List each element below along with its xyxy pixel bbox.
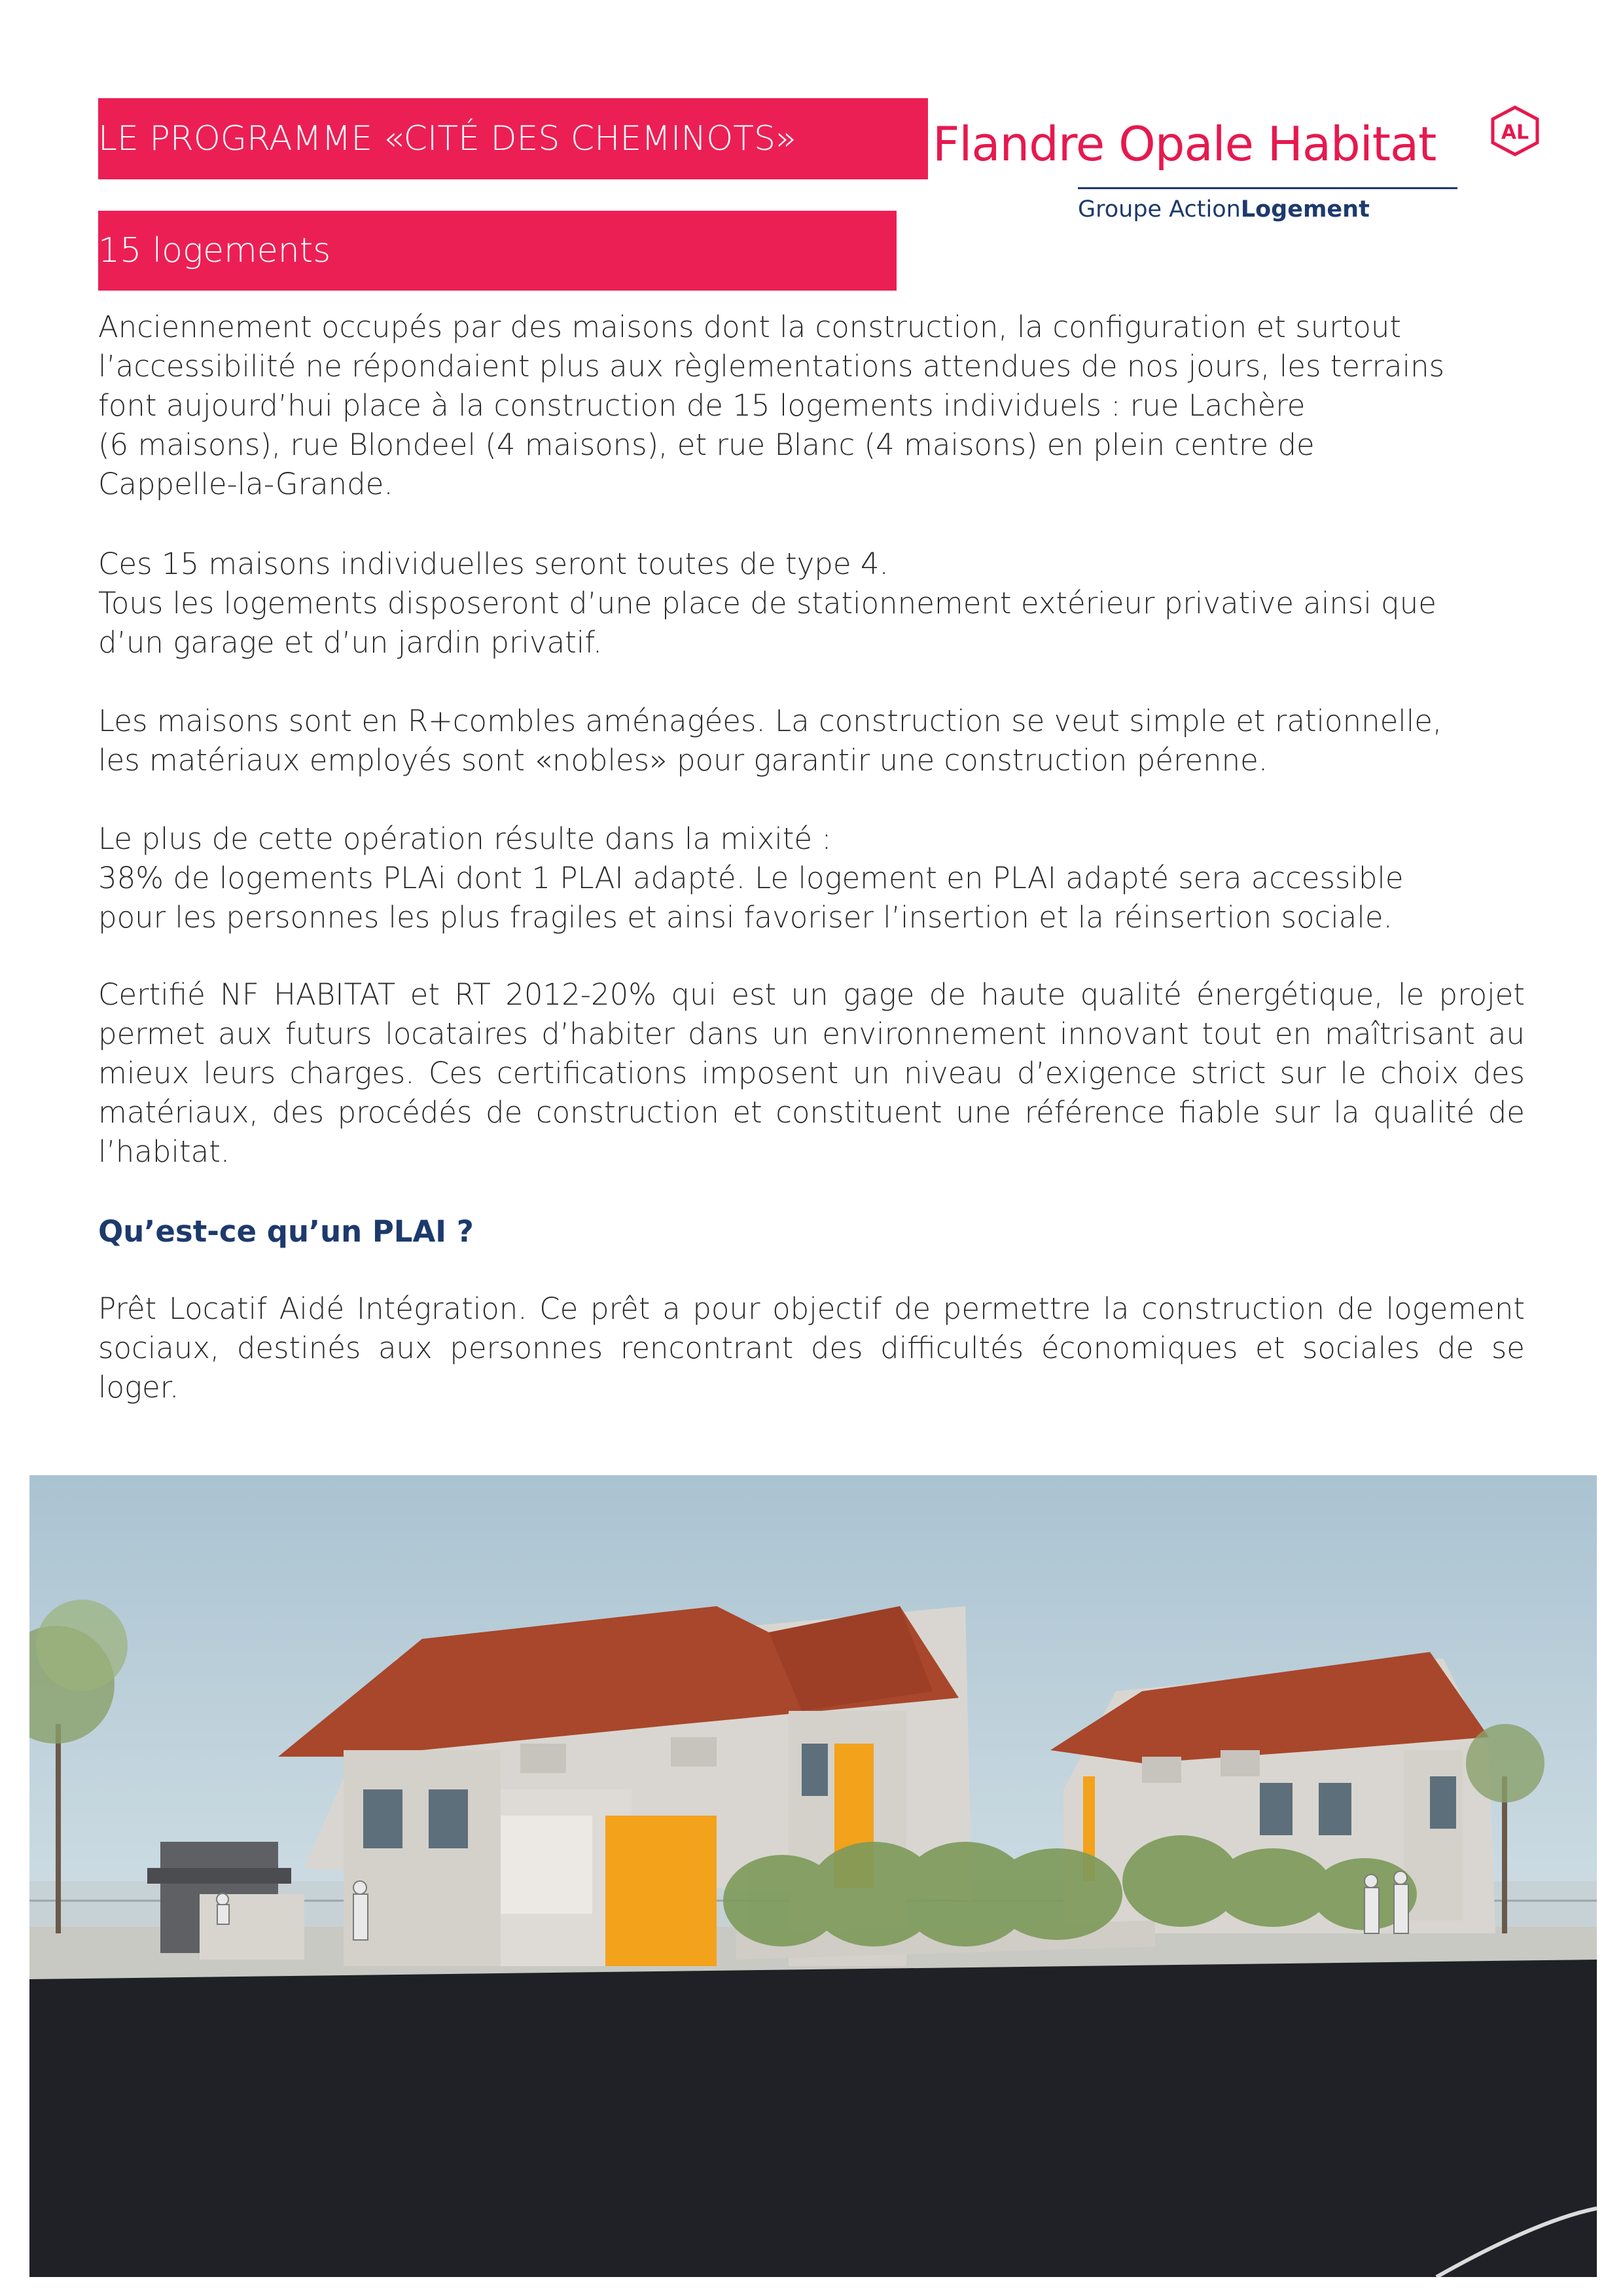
text-line: Tous les logements disposeront d’une place de stationnement extérieur privative ainsi que xyxy=(98,586,1436,620)
text-paragraph: Certifié NF HABITAT et RT 2012-20% qui est un gage de haute qualité énergétique, le projet permet aux futurs locataires d’habiter dans un environnement innovant tout en maîtrisant au mieux leurs charges. Ces certifications imposent un niveau d’exigence strict sur le choix des matériaux, des procédés de construction et constituent une référence fiable sur la qualité de l’habitat. xyxy=(98,977,1525,1169)
architectural-render xyxy=(29,1475,1597,2277)
logo-mark-text: AL xyxy=(1501,121,1529,144)
heading-text: Qu’est-ce qu’un PLAI ? xyxy=(98,1214,474,1249)
text-line: d’un garage et d’un jardin privatif. xyxy=(98,625,603,660)
text-paragraph: Prêt Locatif Aidé Intégration. Ce prêt a pour objectif de permettre la construction de logement sociaux, destinés aux personnes rencontrant des difficultés économiques et sociales de se loger. xyxy=(98,1291,1525,1405)
logo-divider xyxy=(1078,187,1457,189)
subtitle-banner xyxy=(98,211,897,291)
program-title-banner xyxy=(98,98,928,179)
subtitle: 15 logements xyxy=(98,231,331,270)
road xyxy=(29,1960,1597,2277)
text-line: les matériaux employés sont «nobles» pour garantir une construction pérenne. xyxy=(98,743,1268,778)
text-line: Cappelle-la-Grande. xyxy=(98,467,393,501)
text-line: Anciennement occupés par des maisons dont la construction, la configuration et surtout xyxy=(98,310,1402,344)
paragraph-certification xyxy=(98,975,1525,1172)
paragraph-houses xyxy=(98,545,1525,662)
text-line: Les maisons sont en R+combles aménagées. La construction se veut simple et rationnelle, xyxy=(98,704,1442,738)
paragraph-history xyxy=(98,308,1525,504)
paragraph-plai-definition xyxy=(98,1289,1525,1407)
flandre-opale-habitat-logo xyxy=(933,105,1541,229)
plai-heading xyxy=(98,1212,1525,1251)
text-line: (6 maisons), rue Blondeel (4 maisons), et rue Blanc (4 maisons) en plein centre de xyxy=(98,427,1315,462)
text-line: pour les personnes les plus fragiles et ainsi favoriser l’insertion et la réinsertion sociale. xyxy=(98,900,1393,935)
program-title: LE PROGRAMME «CITÉ DES CHEMINOTS» xyxy=(98,119,796,158)
text-line: Le plus de cette opération résulte dans la mixité : xyxy=(98,821,832,856)
paragraph-mixity xyxy=(98,819,1525,937)
text-line: font aujourd’hui place à la construction de 15 logements individuels : rue Lachère xyxy=(98,388,1306,423)
text-line: 38% de logements PLAi dont 1 PLAI adapté. Le logement en PLAI adapté sera accessible xyxy=(98,861,1404,895)
logo-name: Flandre Opale Habitat xyxy=(933,117,1436,171)
logo-group-suffix: Logement xyxy=(1240,196,1370,223)
logo-group xyxy=(1078,196,1370,223)
text-line: Ces 15 maisons individuelles seront toutes de type 4. xyxy=(98,547,889,581)
paragraph-construction xyxy=(98,702,1525,780)
render-illustration xyxy=(29,1475,1597,2277)
logo-group-prefix: Groupe Action xyxy=(1078,196,1241,223)
text-line: l’accessibilité ne répondaient plus aux règlementations attendues de nos jours, les terrains xyxy=(98,349,1445,384)
action-logement-icon xyxy=(1489,105,1541,157)
